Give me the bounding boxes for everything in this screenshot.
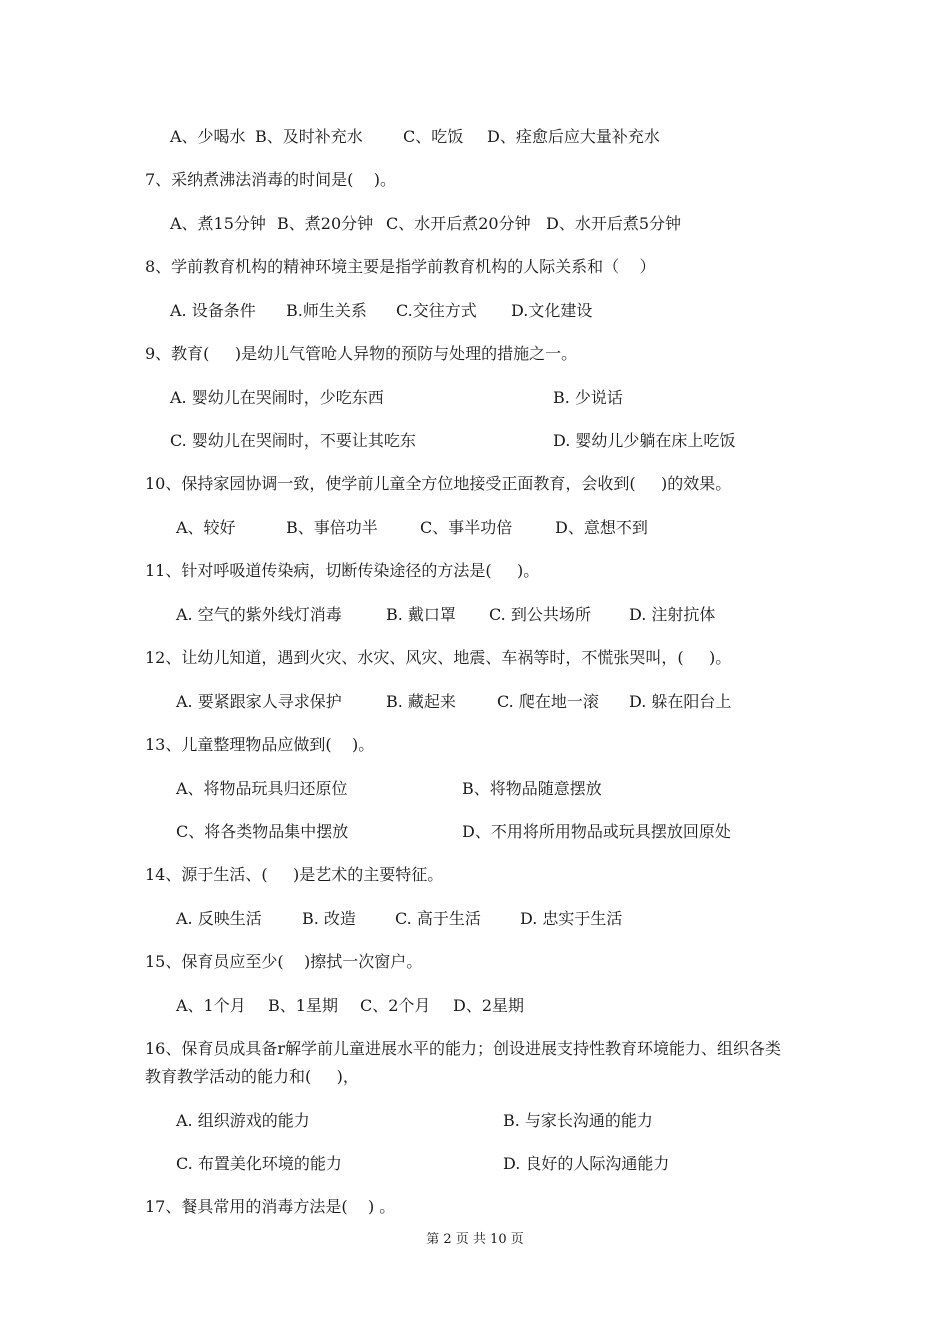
q10-option-b: B、事倍功半 <box>286 518 378 537</box>
question-16-line-1: 16、保育员成具备r解学前儿童进展水平的能力；创设进展支持性教育环境能力、组织各类 <box>145 1039 782 1058</box>
q6-option-c: C、吃饭 <box>403 127 464 146</box>
q11-option-d: D. 注射抗体 <box>629 605 716 624</box>
q10-option-c: C、事半功倍 <box>420 518 513 537</box>
q13-option-b: B、将物品随意摆放 <box>462 779 602 798</box>
q15-option-b: B、1星期 <box>268 996 338 1015</box>
q9-option-a: A. 婴幼儿在哭闹时，少吃东西 <box>170 388 384 407</box>
page-footer: 第 2 页 共 10 页 <box>426 1232 524 1247</box>
q7-option-b: B、煮20分钟 <box>277 214 374 233</box>
q16-option-c: C. 布置美化环境的能力 <box>176 1154 342 1173</box>
q16-option-a: A. 组织游戏的能力 <box>176 1111 310 1130</box>
q13-option-d: D、不用将所用物品或玩具摆放回原处 <box>462 822 731 841</box>
question-10: 10、保持家园协调一致，使学前儿童全方位地接受正面教育，会收到( )的效果。 <box>145 474 732 493</box>
q8-option-c: C.交往方式 <box>396 301 477 320</box>
q14-option-c: C. 高于生活 <box>395 909 481 928</box>
q7-option-c: C、水开后煮20分钟 <box>386 214 531 233</box>
q9-option-c: C. 婴幼儿在哭闹时，不要让其吃东 <box>170 431 416 450</box>
q10-option-d: D、意想不到 <box>555 518 648 537</box>
q15-option-c: C、2个月 <box>360 996 431 1015</box>
q11-option-a: A. 空气的紫外线灯消毒 <box>176 605 342 624</box>
q12-option-a: A. 要紧跟家人寻求保护 <box>176 692 342 711</box>
q8-option-b: B.师生关系 <box>286 301 367 320</box>
q12-option-c: C. 爬在地一滚 <box>497 692 599 711</box>
q15-option-a: A、1个月 <box>176 996 246 1015</box>
q16-option-b: B. 与家长沟通的能力 <box>503 1111 653 1130</box>
q9-option-d: D. 婴幼儿少躺在床上吃饭 <box>553 431 736 450</box>
q11-option-c: C. 到公共场所 <box>489 605 591 624</box>
q6-option-a: A、少喝水 <box>170 127 246 146</box>
q13-option-a: A、将物品玩具归还原位 <box>176 779 348 798</box>
q14-option-d: D. 忠实于生活 <box>520 909 623 928</box>
q10-option-a: A、较好 <box>176 518 236 537</box>
question-15: 15、保育员应至少( )擦拭一次窗户。 <box>145 952 423 971</box>
q8-option-d: D.文化建设 <box>511 301 593 320</box>
q14-option-a: A. 反映生活 <box>176 909 262 928</box>
q7-option-d: D、水开后煮5分钟 <box>546 214 682 233</box>
question-11: 11、针对呼吸道传染病，切断传染途径的方法是( )。 <box>145 561 540 580</box>
q16-option-d: D. 良好的人际沟通能力 <box>503 1154 670 1173</box>
q13-option-c: C、将各类物品集中摆放 <box>176 822 349 841</box>
q11-option-b: B. 戴口罩 <box>386 605 456 624</box>
q15-option-d: D、2星期 <box>453 996 525 1015</box>
q12-option-d: D. 躲在阳台上 <box>629 692 732 711</box>
question-12: 12、让幼儿知道，遇到火灾、水灾、风灾、地震、车祸等时，不慌张哭叫，( )。 <box>145 648 732 667</box>
q8-option-a: A. 设备条件 <box>170 301 256 320</box>
question-13: 13、儿童整理物品应做到( )。 <box>145 735 375 754</box>
q6-option-b: B、及时补充水 <box>255 127 363 146</box>
question-8: 8、学前教育机构的精神环境主要是指学前教育机构的人际关系和（ ） <box>145 257 656 276</box>
question-9: 9、教育( )是幼儿气管呛人异物的预防与处理的措施之一。 <box>145 344 578 363</box>
q12-option-b: B. 藏起来 <box>386 692 456 711</box>
q7-option-a: A、煮15分钟 <box>170 214 266 233</box>
question-7: 7、采纳煮沸法消毒的时间是( )。 <box>145 170 397 189</box>
question-17: 17、餐具常用的消毒方法是( ) 。 <box>145 1197 396 1216</box>
q14-option-b: B. 改造 <box>302 909 356 928</box>
q9-option-b: B. 少说话 <box>553 388 623 407</box>
q6-option-d: D、痊愈后应大量补充水 <box>487 127 660 146</box>
question-14: 14、源于生活、( )是艺术的主要特征。 <box>145 865 444 884</box>
question-16-line-2: 教育教学活动的能力和( )， <box>145 1067 359 1086</box>
